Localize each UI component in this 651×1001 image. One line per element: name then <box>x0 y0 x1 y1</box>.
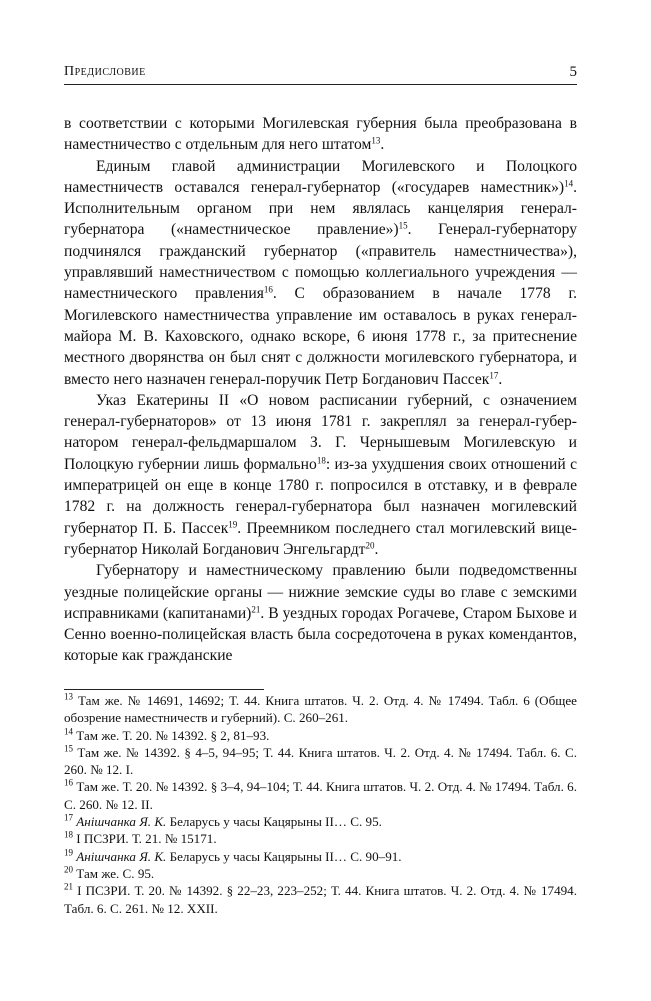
footnote <box>64 830 577 847</box>
footnote <box>64 865 577 882</box>
footnote-ref: 19 <box>228 519 238 530</box>
footnote <box>64 744 577 779</box>
footnote-ref: 16 <box>263 284 273 295</box>
running-title: Предисловие <box>64 64 146 79</box>
footnote-ref: 20 <box>365 540 375 551</box>
paragraph <box>64 390 577 560</box>
footnote-ref: 13 <box>371 135 381 146</box>
text-run: Там же. № 14392. § 4–5, 94–95; Т. 44. Книга штатов. Ч. 2. Отд. 4. № 17494. Табл. 6. С. 260. № 12. I. <box>64 744 577 778</box>
text-run: Беларусь у часы Кацярыны II… С. 90–91. <box>166 848 402 864</box>
footnote-number: 18 <box>64 829 73 840</box>
text-run: : из-за ухудшения своих отношений с императрицей он еще в конце 1780 г. попросился в отставку, и в феврале 1782 г. на должность генерал-губернатора был назначен могилевский губернатор П. Б. Пассек <box>64 455 577 537</box>
footnote-number: 14 <box>64 726 73 737</box>
footnote <box>64 882 577 917</box>
footnote-ref: 14 <box>564 178 574 189</box>
footnote-number: 13 <box>64 691 73 702</box>
text-run: I ПСЗРИ. Т. 21. № 15171. <box>76 831 217 847</box>
footnote-ref: 21 <box>251 604 261 615</box>
text-run: . В уездных городах Рогачеве, Старом Быхове и Сенно военно-полицейская власть была сосредоточена в руках комендантов, которые как гражданские <box>64 604 577 665</box>
footnote-ref: 17 <box>489 370 499 381</box>
footnote-separator <box>64 689 264 690</box>
footnote-number: 16 <box>64 778 73 789</box>
text-run: . <box>374 540 379 558</box>
page-number: 5 <box>569 64 577 80</box>
text-run: . <box>380 136 385 154</box>
text-run: Там же. Т. 20. № 14392. § 3–4, 94–104; Т. 44. Книга штатов. Ч. 2. Отд. 4. № 17494. Табл. 6. С. 260. № 12. II. <box>64 779 577 812</box>
footnote-number: 15 <box>64 743 73 754</box>
footnote <box>64 813 577 830</box>
footnote-number: 20 <box>64 864 73 875</box>
footnote <box>64 848 577 865</box>
text-run: Указ Екатерины II «О новом расписании губерний, с означением генерал-губернаторов» от 13 июня 1781 г. закреплял за генерал-губернатором генерал-фельдмаршалом З. Г. Чернышевым Могилевскую и Полоцкую губернии лишь формально <box>64 391 577 473</box>
footnote <box>64 727 577 744</box>
text-run: Там же. № 14691, 14692; Т. 44. Книга штатов. Ч. 2. Отд. 4. № 17494. Табл. 6 (Общее обозрение наместничеств и губерний). С. 260–261. <box>64 693 577 726</box>
main-text <box>64 113 577 667</box>
text-run: . Преемником последнего стал могилевский вице-губернатор Николай Богданович Энгельгардт <box>64 519 577 558</box>
text-run: I ПСЗРИ. Т. 20. № 14392. § 22–23, 223–252; Т. 44. Книга штатов. Ч. 2. Отд. 4. № 17494. Табл. 6. С. 261. № 12. XXII. <box>64 883 577 916</box>
text-run: . <box>498 370 503 388</box>
author-name: Анiшчанка Я. К. <box>76 848 167 864</box>
paragraph <box>64 113 577 156</box>
text-run: . Исполнительным органом при нем являлась канцелярия генерал-губернатора («наместническое правление») <box>64 178 577 239</box>
footnote <box>64 692 577 727</box>
footnote-number: 19 <box>64 847 73 858</box>
paragraph <box>64 560 577 666</box>
running-header <box>64 62 577 85</box>
footnote-number: 21 <box>64 881 73 892</box>
paragraph <box>64 156 577 390</box>
footnote-ref: 15 <box>398 221 408 232</box>
text-run: в соответствии с которыми Могилевская губерния была преобразована в наместничество с отдельным для него штатом <box>64 115 577 154</box>
text-run: Там же. Т. 20. № 14392. § 2, 81–93. <box>76 727 270 743</box>
footnote-ref: 18 <box>316 455 326 466</box>
text-run: Беларусь у часы Кацярыны II… С. 95. <box>166 814 382 830</box>
footnote <box>64 778 577 813</box>
text-run: Там же. С. 95. <box>76 865 155 881</box>
footnotes <box>64 692 577 917</box>
footnote-number: 17 <box>64 812 73 823</box>
author-name: Анiшчанка Я. К. <box>76 814 167 830</box>
text-run: . С образованием в начале 1778 г. Могилевского наместничества управление им оставалось в руках генерал-майора М. В. Каховского, однако вскоре, 6 июня 1778 г., за притеснение местного дворянства он был снят с должности могилевского губернатора, и вместо него назначен генерал-поручик Петр Богданович Пассек <box>64 285 577 388</box>
text-run: Губернатору и наместническому правлению были подведомственны уездные полицейские органы — нижние земские суды во главе с земскими исправниками (капитанами) <box>64 562 577 622</box>
text-run: Единым главой администрации Могилевского и Полоцкого наместничеств оставался генерал-губернатор («государев наместник») <box>64 157 577 196</box>
text-run: . Генерал-губернатору подчинялся гражданский губернатор («правитель наместничества»), управлявший наместничеством с помощью коллегиального учреждения — наместнического правления <box>64 221 578 303</box>
